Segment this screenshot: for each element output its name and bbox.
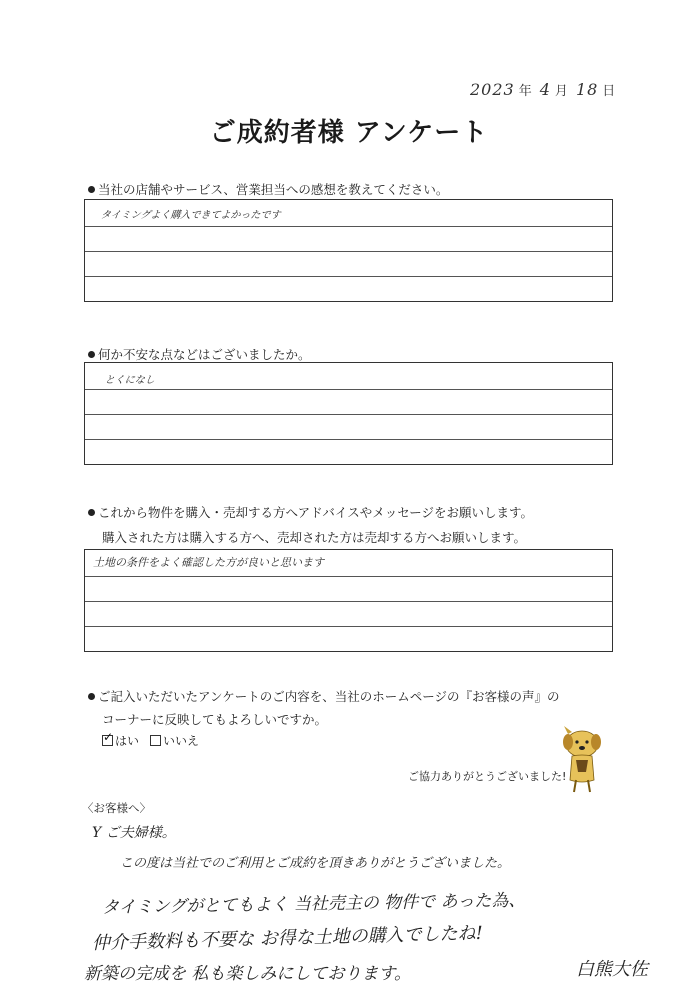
ruled-line	[85, 414, 612, 415]
customer-message-line: タイミングがとてもよく 当社売主の 物件で あった為、	[101, 890, 526, 918]
customer-message-label: 〈お客様へ〉	[82, 801, 151, 815]
question-3	[88, 503, 533, 521]
bullet-icon	[88, 693, 95, 700]
answer-box-1[interactable]	[84, 199, 613, 302]
dog-mascot-icon	[560, 724, 604, 794]
ruled-line	[85, 276, 612, 277]
survey-date	[470, 80, 623, 99]
customer-message-line: この度は当社でのご利用とご成約を頂きありがとうございました。	[120, 856, 511, 871]
question-2-text: 何か不安な点などはございましたか。	[98, 347, 311, 362]
bullet-icon	[88, 186, 95, 193]
thanks-message: ご協力ありがとうございました!	[408, 770, 567, 783]
question-4	[88, 687, 560, 705]
consent-no-label: いいえ	[163, 734, 200, 748]
ruled-line	[85, 389, 612, 390]
ruled-line	[85, 576, 612, 577]
customer-message-line: 新築の完成を 私も楽しみにしております。	[84, 964, 412, 984]
question-1	[88, 180, 448, 198]
answer-box-2[interactable]	[84, 362, 613, 465]
date-year-unit: 年	[518, 84, 532, 99]
page-title: ご成約者様 アンケート	[209, 118, 489, 148]
ruled-line	[85, 251, 612, 252]
date-year: 2023	[470, 80, 515, 99]
ruled-line	[85, 626, 612, 627]
consent-no-checkbox[interactable]	[150, 735, 161, 746]
consent-yes-checkbox[interactable]	[102, 735, 113, 746]
date-month-unit: 月	[554, 84, 568, 99]
answer-box-3[interactable]	[84, 549, 613, 652]
consent-yes-label: はい	[115, 734, 140, 748]
bullet-icon	[88, 351, 95, 358]
bullet-icon	[88, 509, 95, 516]
question-1-text: 当社の店舗やサービス、営業担当への感想を教えてください。	[98, 182, 449, 197]
answer-3-text: 土地の条件をよく確認した方が良いと思います	[93, 556, 324, 569]
question-3-text-line1: これから物件を購入・売却する方へアドバイスやメッセージをお願いします。	[98, 505, 534, 520]
consent-no-option[interactable]	[150, 732, 199, 749]
question-4-line2: コーナーに反映してもよろしいですか。	[102, 712, 328, 727]
ruled-line	[85, 439, 612, 440]
answer-2-text: とくになし	[104, 375, 156, 386]
answer-1-text: タイミングよく購入できてよかったです	[100, 210, 281, 221]
staff-signature: 白熊大佐	[576, 959, 648, 980]
date-day: 18	[575, 80, 599, 99]
question-2	[88, 345, 311, 363]
ruled-line	[85, 601, 612, 602]
customer-message-line: Y ご夫婦様。	[92, 825, 176, 841]
date-month: 4	[539, 80, 551, 99]
customer-message-line: 仲介手数料も不要な お得な土地の購入でしたね!	[91, 922, 484, 954]
question-3-line2: 購入された方は購入する方へ、売却された方は売却する方へお願いします。	[102, 530, 527, 545]
question-4-text-line1: ご記入いただいたアンケートのご内容を、当社のホームページの『お客様の声』の	[98, 689, 560, 704]
consent-yes-option[interactable]	[102, 732, 139, 749]
ruled-line	[85, 226, 612, 227]
date-day-unit: 日	[602, 84, 616, 99]
